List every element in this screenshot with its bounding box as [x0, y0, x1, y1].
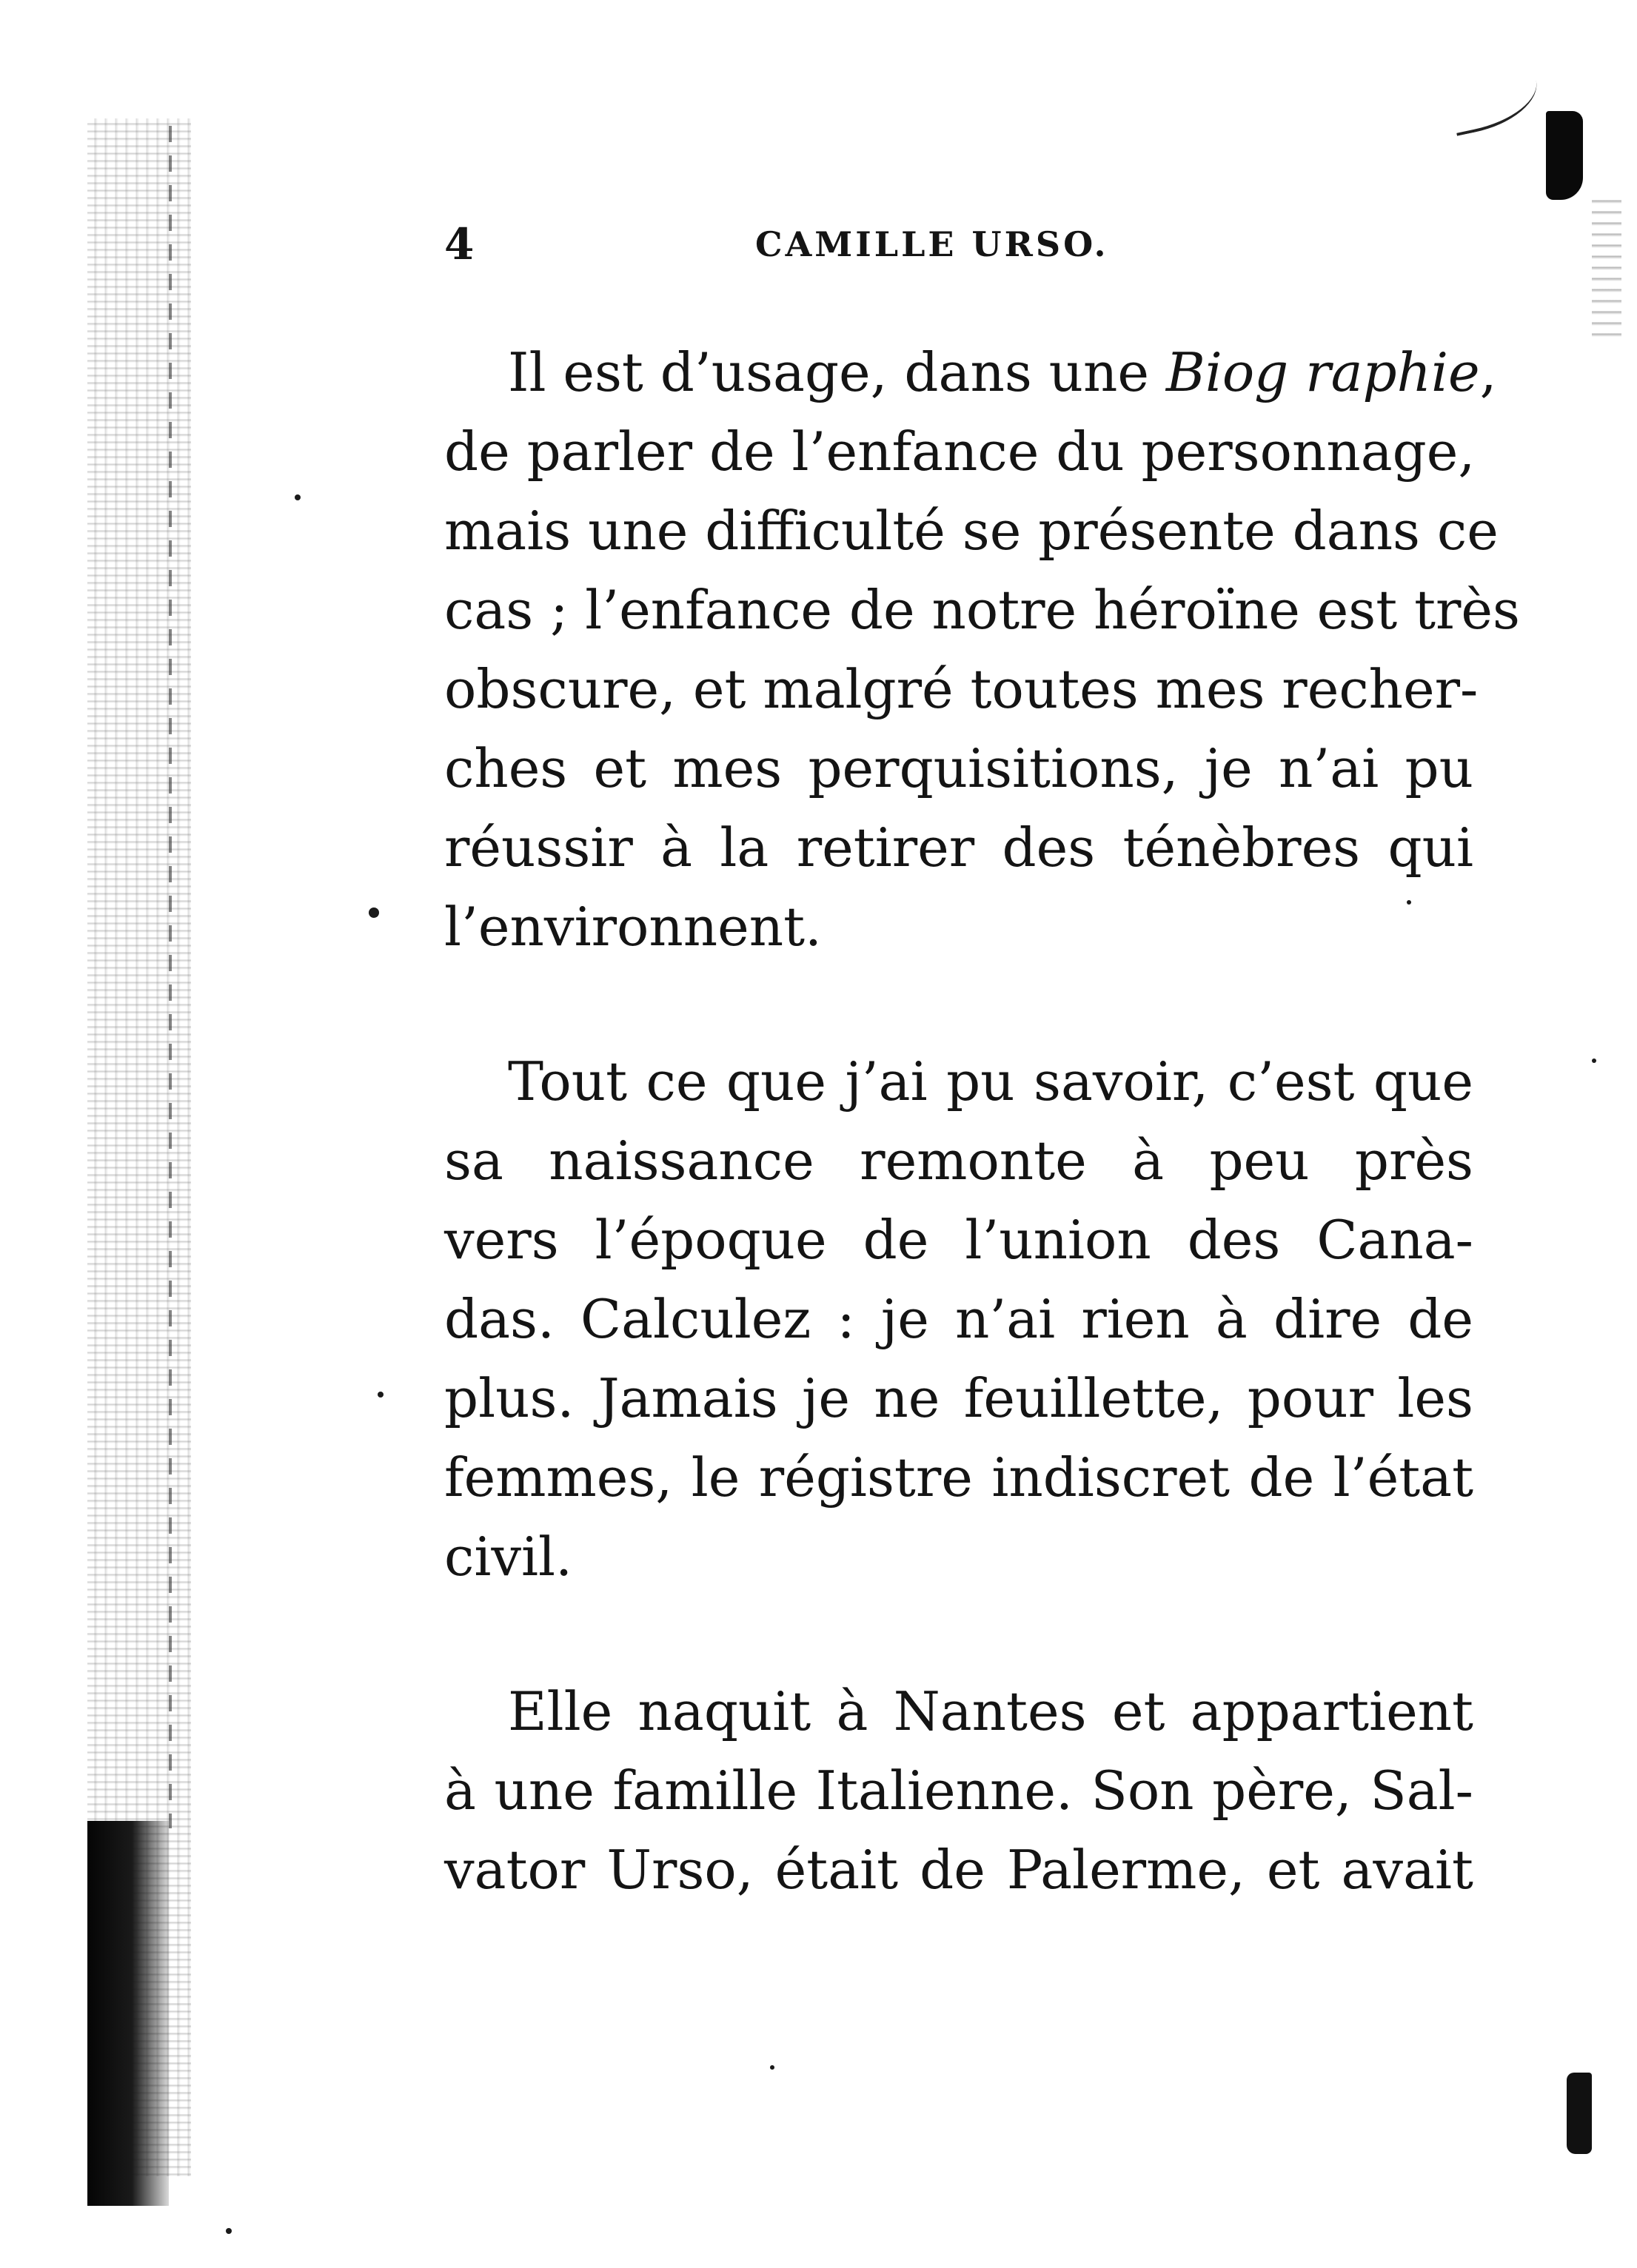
text-line: civil.	[444, 1526, 572, 1588]
text-line: vator Urso, était de Palerme, et avait	[444, 1839, 1473, 1901]
text-line: Il est d’usage, dans une Biog raphie,	[508, 341, 1497, 403]
ink-speck	[226, 2228, 232, 2234]
text-line: plus. Jamais je ne feuillette, pour les	[444, 1367, 1473, 1429]
paragraph-3	[444, 1672, 1473, 1910]
paragraph-1	[444, 333, 1520, 967]
ink-speck	[770, 2065, 774, 2070]
ink-speck	[295, 494, 301, 500]
text-line: réussir à la retirer des ténèbres qui	[444, 816, 1473, 879]
page-number: 4	[444, 219, 475, 269]
text-line: sa naissance remonte à peu près	[444, 1130, 1473, 1192]
text-line: de parler de l’enfance du personnage,	[444, 420, 1476, 483]
text-line: cas ; l’enfance de notre héroïne est très	[444, 579, 1520, 641]
page-header	[444, 215, 1496, 274]
text-line: obscure, et malgré toutes mes recher-	[444, 658, 1479, 720]
page-corner-curl	[1447, 71, 1544, 136]
ink-speck	[1592, 1058, 1596, 1063]
text-line: femmes, le régistre indiscret de l’état	[444, 1446, 1473, 1509]
text-line: vers l’époque de l’union des Cana-	[444, 1209, 1473, 1271]
italic-word: Biog raphie	[1165, 341, 1480, 403]
scan-edge-speckle	[1592, 192, 1621, 340]
text-line: ches et mes perquisitions, je n’ai pu	[444, 737, 1473, 799]
scan-gutter-line	[169, 126, 172, 1828]
text-line: das. Calculez : je n’ai rien à dire de	[444, 1288, 1473, 1350]
text-line: mais une difficulté se présente dans ce	[444, 500, 1499, 562]
text-line: Tout ce que j’ai pu savoir, c’est que	[508, 1050, 1473, 1113]
scan-edge-mark-bottom	[1567, 2073, 1592, 2154]
text-line: à une famille Italienne. Son père, Sal-	[444, 1759, 1473, 1822]
scan-gutter-shadow	[87, 1821, 169, 2206]
body-text	[444, 333, 1520, 1985]
paragraph-2	[444, 1042, 1473, 1597]
ink-speck	[369, 907, 379, 918]
ink-speck	[378, 1392, 384, 1398]
scan-edge-mark-top	[1546, 111, 1583, 200]
text-line: l’environnent.	[444, 896, 822, 958]
text-line: Elle naquit à Nantes et appartient	[508, 1680, 1473, 1742]
running-head: CAMILLE URSO.	[755, 224, 1109, 264]
